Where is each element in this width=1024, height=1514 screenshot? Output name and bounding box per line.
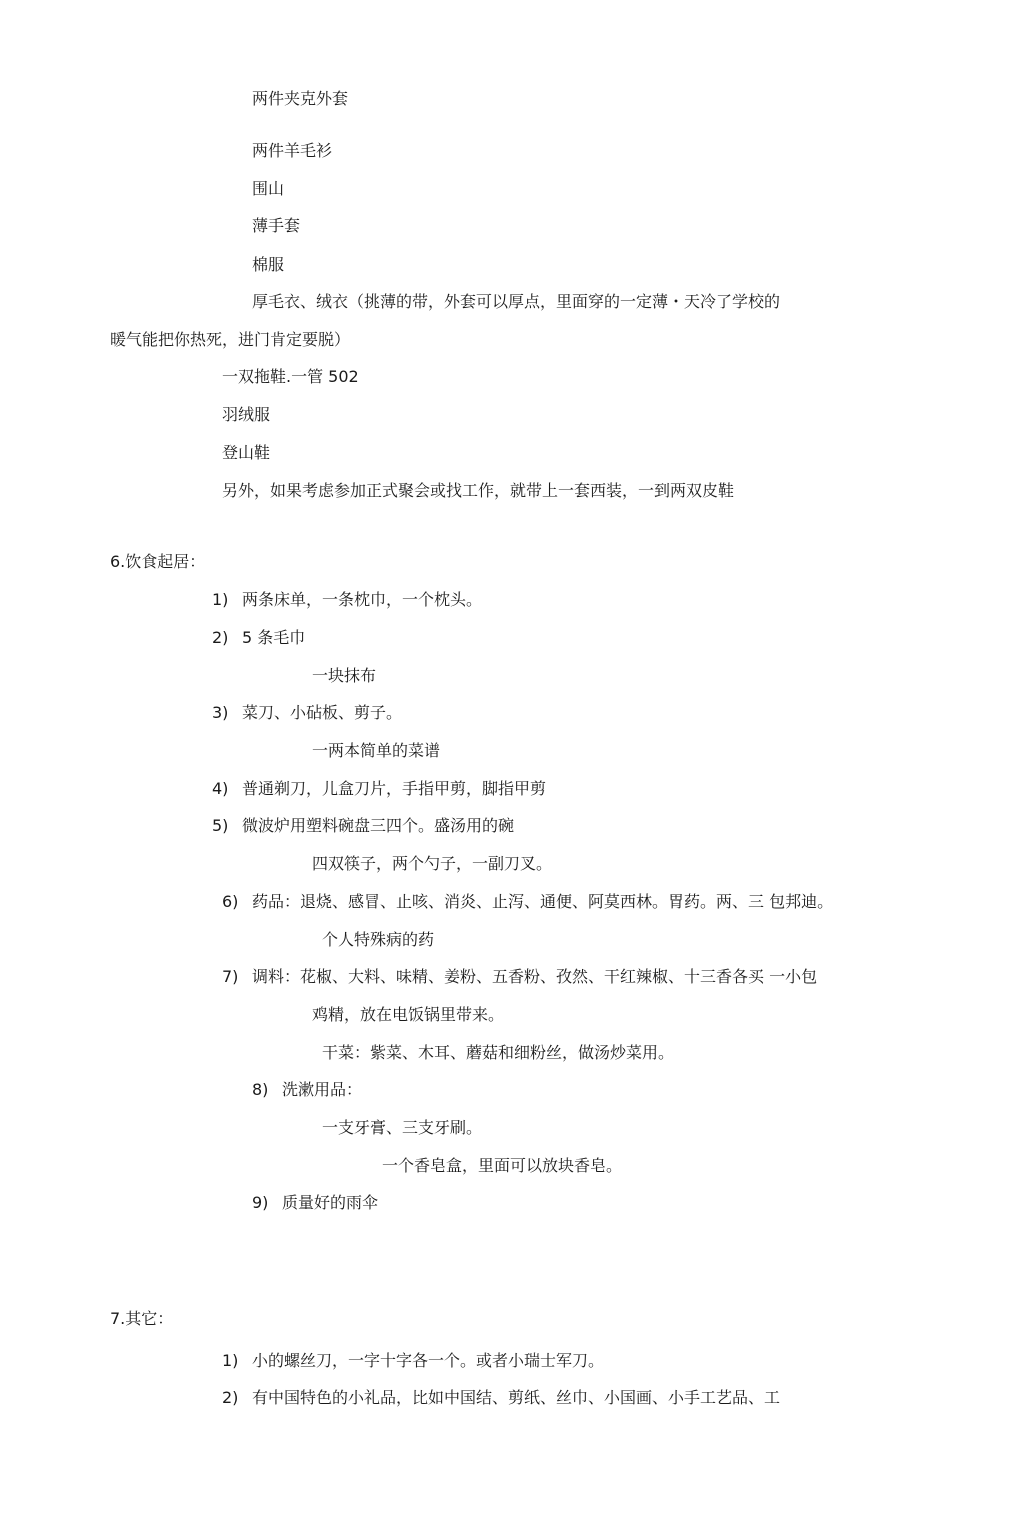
clothing-thick-2: 暖气能把你热死，进门肯定要脱） bbox=[110, 330, 351, 349]
item-text: 菜刀、小砧板、剪子。 bbox=[242, 703, 403, 722]
item-text: 质量好的雨伞 bbox=[282, 1193, 379, 1212]
item-number: 6) bbox=[222, 892, 239, 911]
item-number: 1) bbox=[212, 590, 229, 609]
item-number: 2) bbox=[212, 628, 229, 647]
item-number: 9) bbox=[252, 1193, 269, 1212]
item-number: 2) bbox=[222, 1388, 239, 1407]
item-text: 调料：花椒、大料、味精、姜粉、五香粉、孜然、干红辣椒、十三香各买 一小包 bbox=[252, 967, 818, 986]
list-item bbox=[222, 967, 817, 987]
clothing-down-jacket: 羽绒服 bbox=[222, 405, 271, 424]
clothing-cotton: 棉服 bbox=[252, 255, 285, 274]
list-item bbox=[212, 703, 402, 723]
item-number: 7) bbox=[222, 967, 239, 986]
clothing-hiking-shoes: 登山鞋 bbox=[222, 443, 271, 462]
list-item bbox=[222, 1388, 780, 1408]
item-text: 药品：退烧、感冒、止咳、消炎、止泻、通便、阿莫西林。胃药。两、三 包邦迪。 bbox=[252, 892, 834, 911]
clothing-slippers: 一双拖鞋.一管 502 bbox=[222, 367, 359, 386]
item-text: 微波炉用塑料碗盘三四个。盛汤用的碗 bbox=[242, 816, 515, 835]
item-text: 5 条毛巾 bbox=[242, 628, 306, 647]
list-item bbox=[252, 1080, 362, 1100]
list-item-continuation: 个人特殊病的药 bbox=[322, 930, 435, 949]
list-item-continuation: 一块抹布 bbox=[312, 666, 377, 685]
list-item bbox=[212, 590, 482, 610]
item-number: 8) bbox=[252, 1080, 269, 1099]
item-number: 4) bbox=[212, 779, 229, 798]
clothing-thick-1: 厚毛衣、绒衣（挑薄的带，外套可以厚点，里面穿的一定薄・天冷了学校的 bbox=[252, 292, 781, 311]
clothing-jackets: 两件夹克外套 bbox=[252, 89, 349, 108]
list-item-continuation: 鸡精，放在电饭锅里带来。 bbox=[312, 1005, 505, 1024]
list-item-continuation: 干菜：紫菜、木耳、蘑菇和细粉丝，做汤炒菜用。 bbox=[322, 1043, 675, 1062]
list-item bbox=[212, 628, 305, 648]
item-text: 普通剃刀，儿盒刀片，手指甲剪，脚指甲剪 bbox=[242, 779, 547, 798]
item-text: 洗漱用品： bbox=[282, 1080, 363, 1099]
list-item-continuation: 一个香皂盒，里面可以放块香皂。 bbox=[382, 1156, 623, 1175]
list-item bbox=[212, 779, 546, 799]
list-item-continuation: 一支牙膏、三支牙刷。 bbox=[322, 1118, 483, 1137]
section-7-heading: 7.其它： bbox=[110, 1309, 174, 1328]
list-item-continuation: 一两本简单的菜谱 bbox=[312, 741, 441, 760]
list-item bbox=[252, 1193, 378, 1213]
section-6-heading: 6.饮食起居： bbox=[110, 552, 206, 571]
clothing-sweaters: 两件羊毛衫 bbox=[252, 141, 333, 160]
clothing-thin-gloves: 薄手套 bbox=[252, 216, 301, 235]
item-text: 小的螺丝刀，一字十字各一个。或者小瑞士军刀。 bbox=[252, 1351, 605, 1370]
list-item-continuation: 四双筷子，两个勺子，一副刀叉。 bbox=[312, 854, 553, 873]
item-number: 5) bbox=[212, 816, 229, 835]
item-text: 有中国特色的小礼品，比如中国结、剪纸、丝巾、小国画、小手工艺品、工 bbox=[252, 1388, 781, 1407]
list-item bbox=[212, 816, 514, 836]
clothing-formal: 另外，如果考虑参加正式聚会或找工作，就带上一套西装，一到两双皮鞋 bbox=[222, 481, 735, 500]
item-number: 1) bbox=[222, 1351, 239, 1370]
item-number: 3) bbox=[212, 703, 229, 722]
list-item bbox=[222, 892, 833, 912]
clothing-scarf: 围山 bbox=[252, 179, 285, 198]
list-item bbox=[222, 1351, 604, 1371]
item-text: 两条床单，一条枕巾，一个枕头。 bbox=[242, 590, 483, 609]
